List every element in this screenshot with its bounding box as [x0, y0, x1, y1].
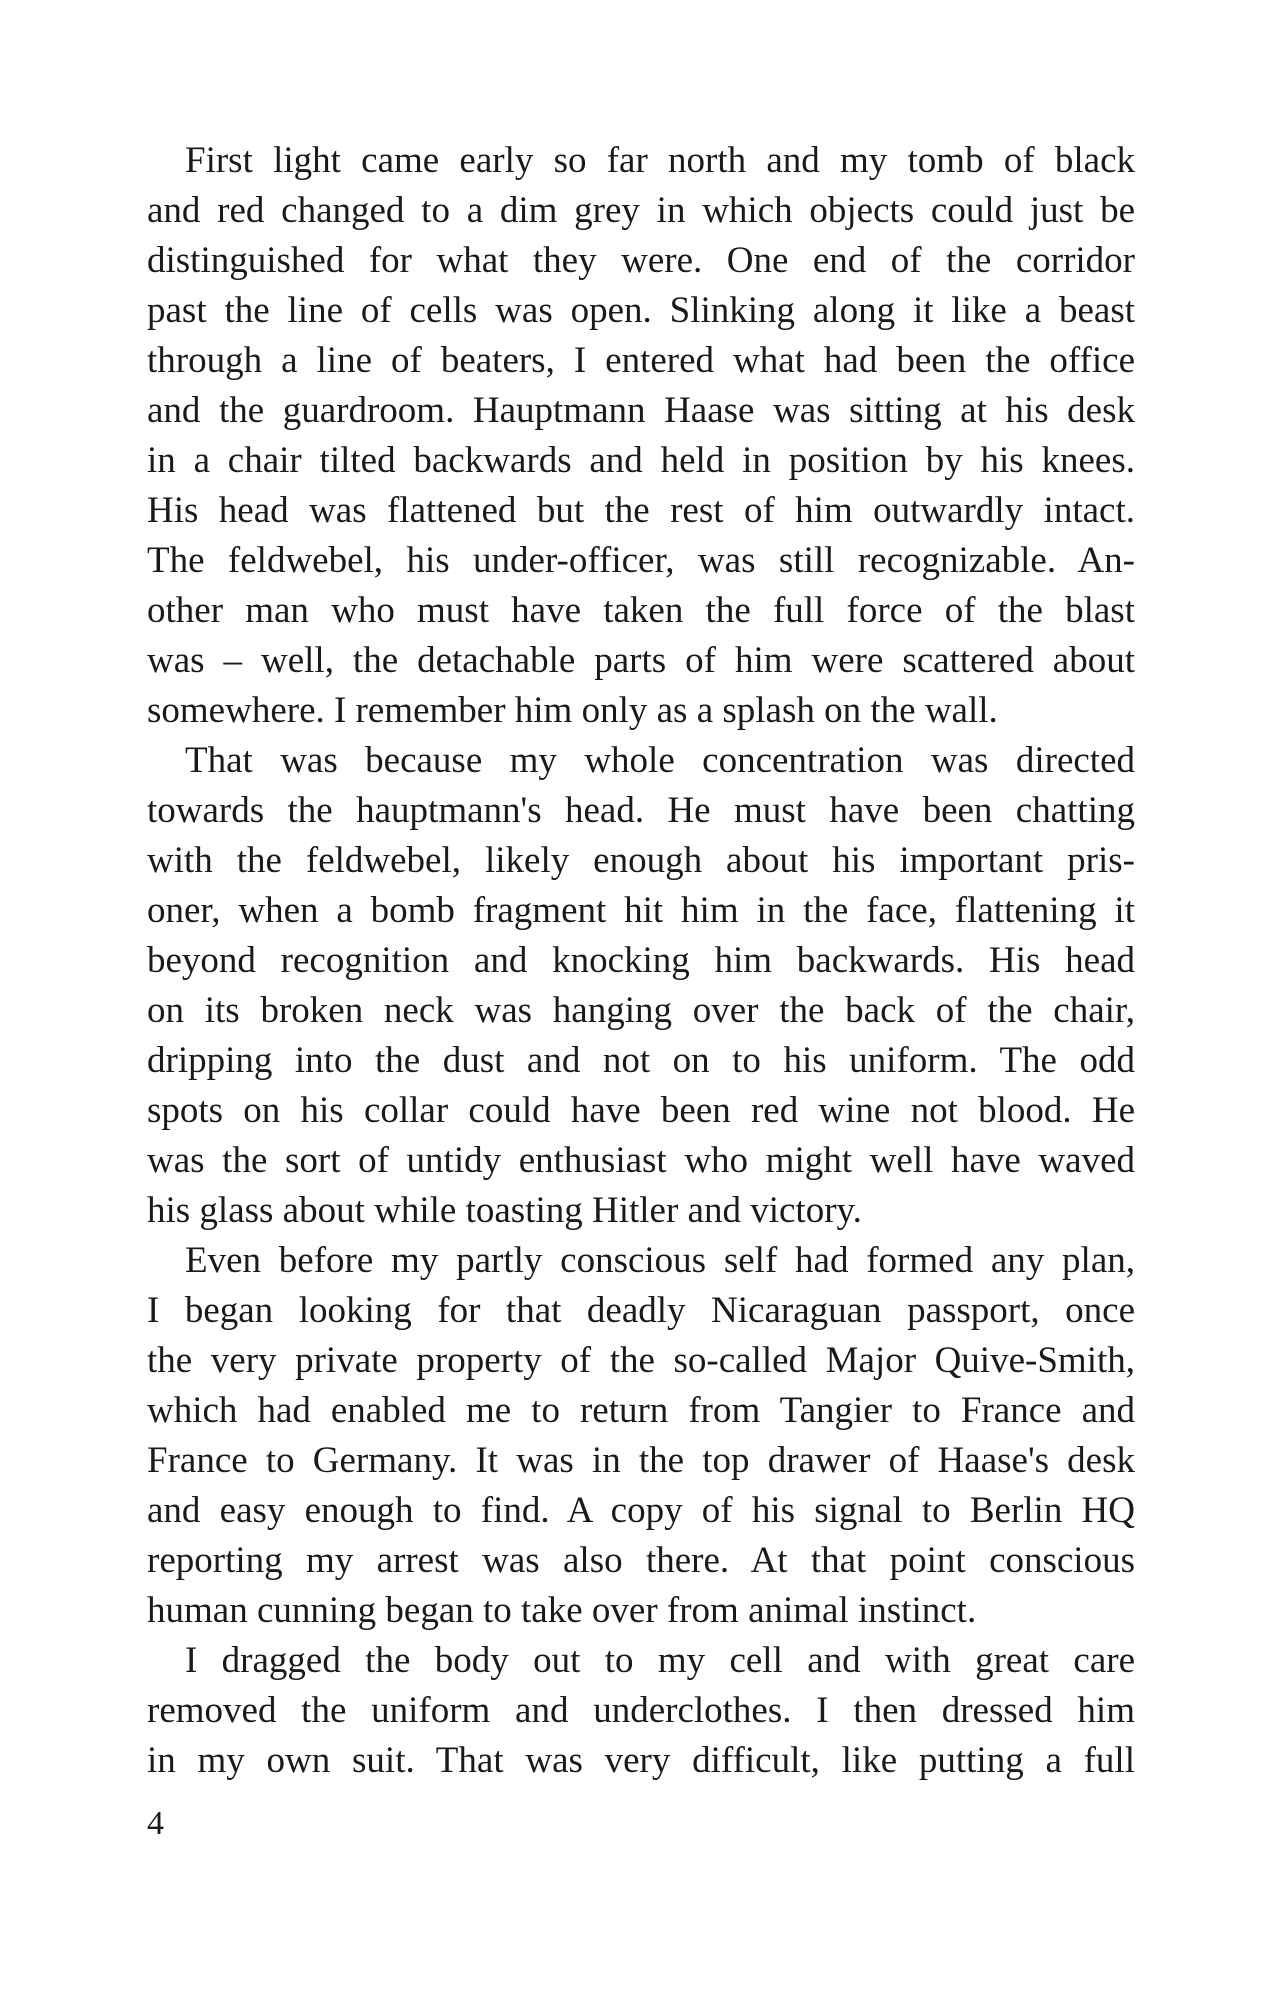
- text-line: dripping into the dust and not on to his uniform. The odd: [147, 1040, 1135, 1081]
- text-line: the very private property of the so-called Major Quive-Smith,: [147, 1340, 1135, 1381]
- text-line: towards the hauptmann's head. He must have been chatting: [147, 790, 1135, 831]
- text-line: and red changed to a dim grey in which objects could just be: [147, 190, 1135, 231]
- text-line: beyond recognition and knocking him backwards. His head: [147, 940, 1135, 981]
- text-line: I dragged the body out to my cell and with great care: [185, 1640, 1135, 1681]
- text-line: oner, when a bomb fragment hit him in the face, flattening it: [147, 890, 1135, 931]
- text-line: removed the uniform and underclothes. I then dressed him: [147, 1690, 1135, 1731]
- text-line: other man who must have taken the full force of the blast: [147, 590, 1135, 631]
- text-line: His head was flattened but the rest of him outwardly intact.: [147, 490, 1135, 531]
- text-line: Even before my partly conscious self had formed any plan,: [185, 1240, 1135, 1281]
- text-line: in my own suit. That was very difficult, like putting a full: [147, 1740, 1135, 1781]
- text-line: That was because my whole concentration was directed: [185, 740, 1135, 781]
- text-line: reporting my arrest was also there. At that point conscious: [147, 1540, 1135, 1581]
- text-line: which had enabled me to return from Tangier to France and: [147, 1390, 1135, 1431]
- text-line: spots on his collar could have been red wine not blood. He: [147, 1090, 1135, 1131]
- text-line: was the sort of untidy enthusiast who might well have waved: [147, 1140, 1135, 1181]
- text-line: with the feldwebel, likely enough about his important pris-: [147, 840, 1135, 881]
- text-line: in a chair tilted backwards and held in position by his knees.: [147, 440, 1135, 481]
- text-line: and the guardroom. Hauptmann Haase was sitting at his desk: [147, 390, 1135, 431]
- text-line: distinguished for what they were. One end of the corridor: [147, 240, 1135, 281]
- text-line: through a line of beaters, I entered what had been the office: [147, 340, 1135, 381]
- text-line: his glass about while toasting Hitler and victory.: [147, 1190, 862, 1231]
- body-text: [147, 136, 1135, 1786]
- text-line: The feldwebel, his under-officer, was still recognizable. An-: [147, 540, 1135, 581]
- text-line: human cunning began to take over from animal instinct.: [147, 1590, 977, 1631]
- text-line: and easy enough to find. A copy of his signal to Berlin HQ: [147, 1490, 1135, 1531]
- text-line: First light came early so far north and my tomb of black: [185, 140, 1135, 181]
- text-line: France to Germany. It was in the top drawer of Haase's desk: [147, 1440, 1135, 1481]
- page-number: 4: [147, 1805, 164, 1842]
- text-line: I began looking for that deadly Nicaraguan passport, once: [147, 1290, 1135, 1331]
- text-line: on its broken neck was hanging over the back of the chair,: [147, 990, 1135, 1031]
- text-line: was – well, the detachable parts of him were scattered about: [147, 640, 1135, 681]
- text-line: somewhere. I remember him only as a splash on the wall.: [147, 690, 998, 731]
- text-line: past the line of cells was open. Slinking along it like a beast: [147, 290, 1135, 331]
